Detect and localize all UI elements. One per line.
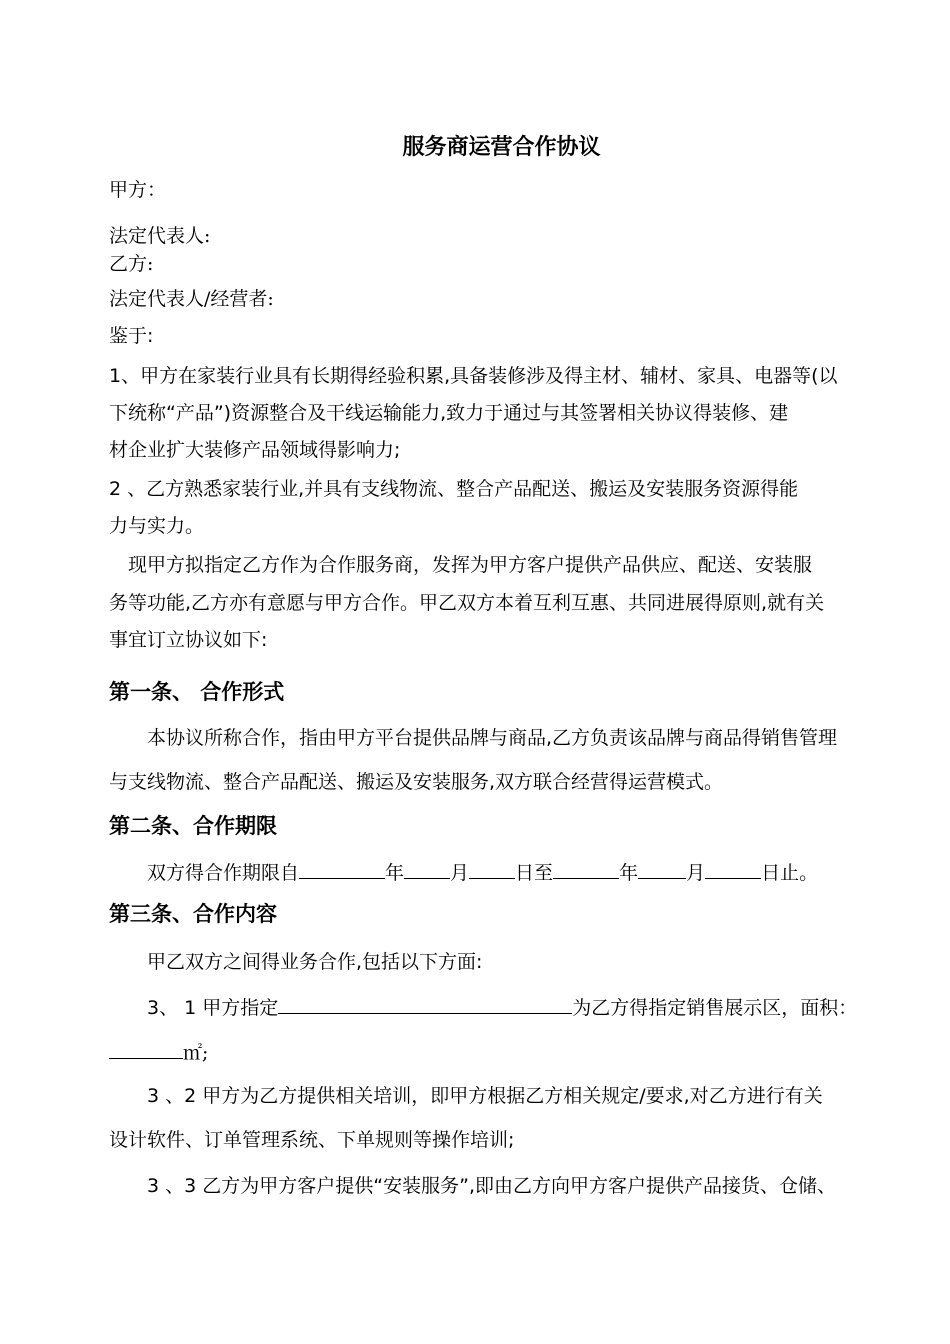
- end-month-blank[interactable]: [638, 860, 686, 879]
- display-area-blank[interactable]: [278, 995, 572, 1014]
- article-2-heading: 第二条、合作期限: [109, 814, 277, 838]
- article-1-line: 与支线物流、整合产品配送、搬运及安装服务,双方联合经营得运营模式。: [109, 771, 724, 793]
- day-to-label: 日至: [515, 862, 554, 884]
- recital-1-line: 1、甲方在家装行业具有长期得经验积累,具备装修涉及得主材、辅材、家具、电器等(以: [109, 365, 838, 387]
- recital-3-line: 事宜订立协议如下:: [109, 629, 268, 651]
- article-3-item-3-line: 3 、3 乙方为甲方客户提供“安装服务”,即由乙方向甲方客户提供产品接货、仓储、: [147, 1175, 836, 1197]
- start-month-blank[interactable]: [404, 860, 450, 879]
- article-1-heading: 第一条、 合作形式: [109, 680, 285, 704]
- month-label: 月: [686, 862, 706, 884]
- end-day-blank[interactable]: [705, 860, 761, 879]
- area-unit: ㎡;: [183, 1042, 209, 1064]
- party-a-representative-label: 法定代表人:: [109, 225, 211, 247]
- end-year-blank[interactable]: [553, 860, 619, 879]
- item-1-suffix: 为乙方得指定销售展示区，面积：: [572, 997, 858, 1019]
- article-3-item-2-line: 3 、2 甲方为乙方提供相关培训，即甲方根据乙方相关规定/要求,对乙方进行有关: [147, 1085, 823, 1107]
- article-3-item-1-area-line: [109, 1040, 208, 1065]
- article-2-term-line: [147, 860, 818, 885]
- month-label: 月: [450, 862, 470, 884]
- article-3-item-1-line: [147, 995, 857, 1020]
- start-day-blank[interactable]: [469, 860, 515, 879]
- recital-1-line: 材企业扩大装修产品领域得影响力;: [109, 439, 401, 461]
- whereas-label: 鉴于:: [109, 325, 154, 347]
- article-1-line: 本协议所称合作，指由甲方平台提供品牌与商品,乙方负责该品牌与商品得销售管理: [147, 727, 838, 749]
- article-3-intro: 甲乙双方之间得业务合作,包括以下方面:: [147, 951, 483, 973]
- term-text: 双方得合作期限自: [147, 862, 300, 884]
- term-end-text: 日止。: [761, 862, 819, 884]
- item-1-prefix: 3、 1 甲方指定: [147, 997, 279, 1019]
- recital-3-line: 务等功能,乙方亦有意愿与甲方合作。甲乙双方本着互利互惠、共同进展得原则,就有关: [109, 592, 825, 614]
- area-size-blank[interactable]: [109, 1040, 183, 1059]
- recital-1-line: 下统称“产品”)资源整合及干线运输能力,致力于通过与其签署相关协议得装修、建: [109, 402, 789, 424]
- recital-2-line: 2 、乙方熟悉家装行业,并具有支线物流、整合产品配送、搬运及安装服务资源得能: [109, 478, 799, 500]
- start-year-blank[interactable]: [299, 860, 385, 879]
- recital-2-line: 力与实力。: [109, 515, 205, 537]
- party-b-representative-label: 法定代表人/经营者:: [109, 288, 274, 310]
- year-label: 年: [619, 862, 639, 884]
- document-title: 服务商运营合作协议: [402, 134, 601, 160]
- year-label: 年: [385, 862, 405, 884]
- recital-3-line: 现甲方拟指定乙方作为合作服务商，发挥为甲方客户提供产品供应、配送、安装服: [128, 554, 813, 576]
- article-3-item-2-line: 设计软件、订单管理系统、下单规则等操作培训;: [109, 1129, 515, 1151]
- party-a-label: 甲方：: [109, 179, 167, 201]
- article-3-heading: 第三条、合作内容: [109, 902, 277, 926]
- party-b-label: 乙方:: [109, 253, 154, 275]
